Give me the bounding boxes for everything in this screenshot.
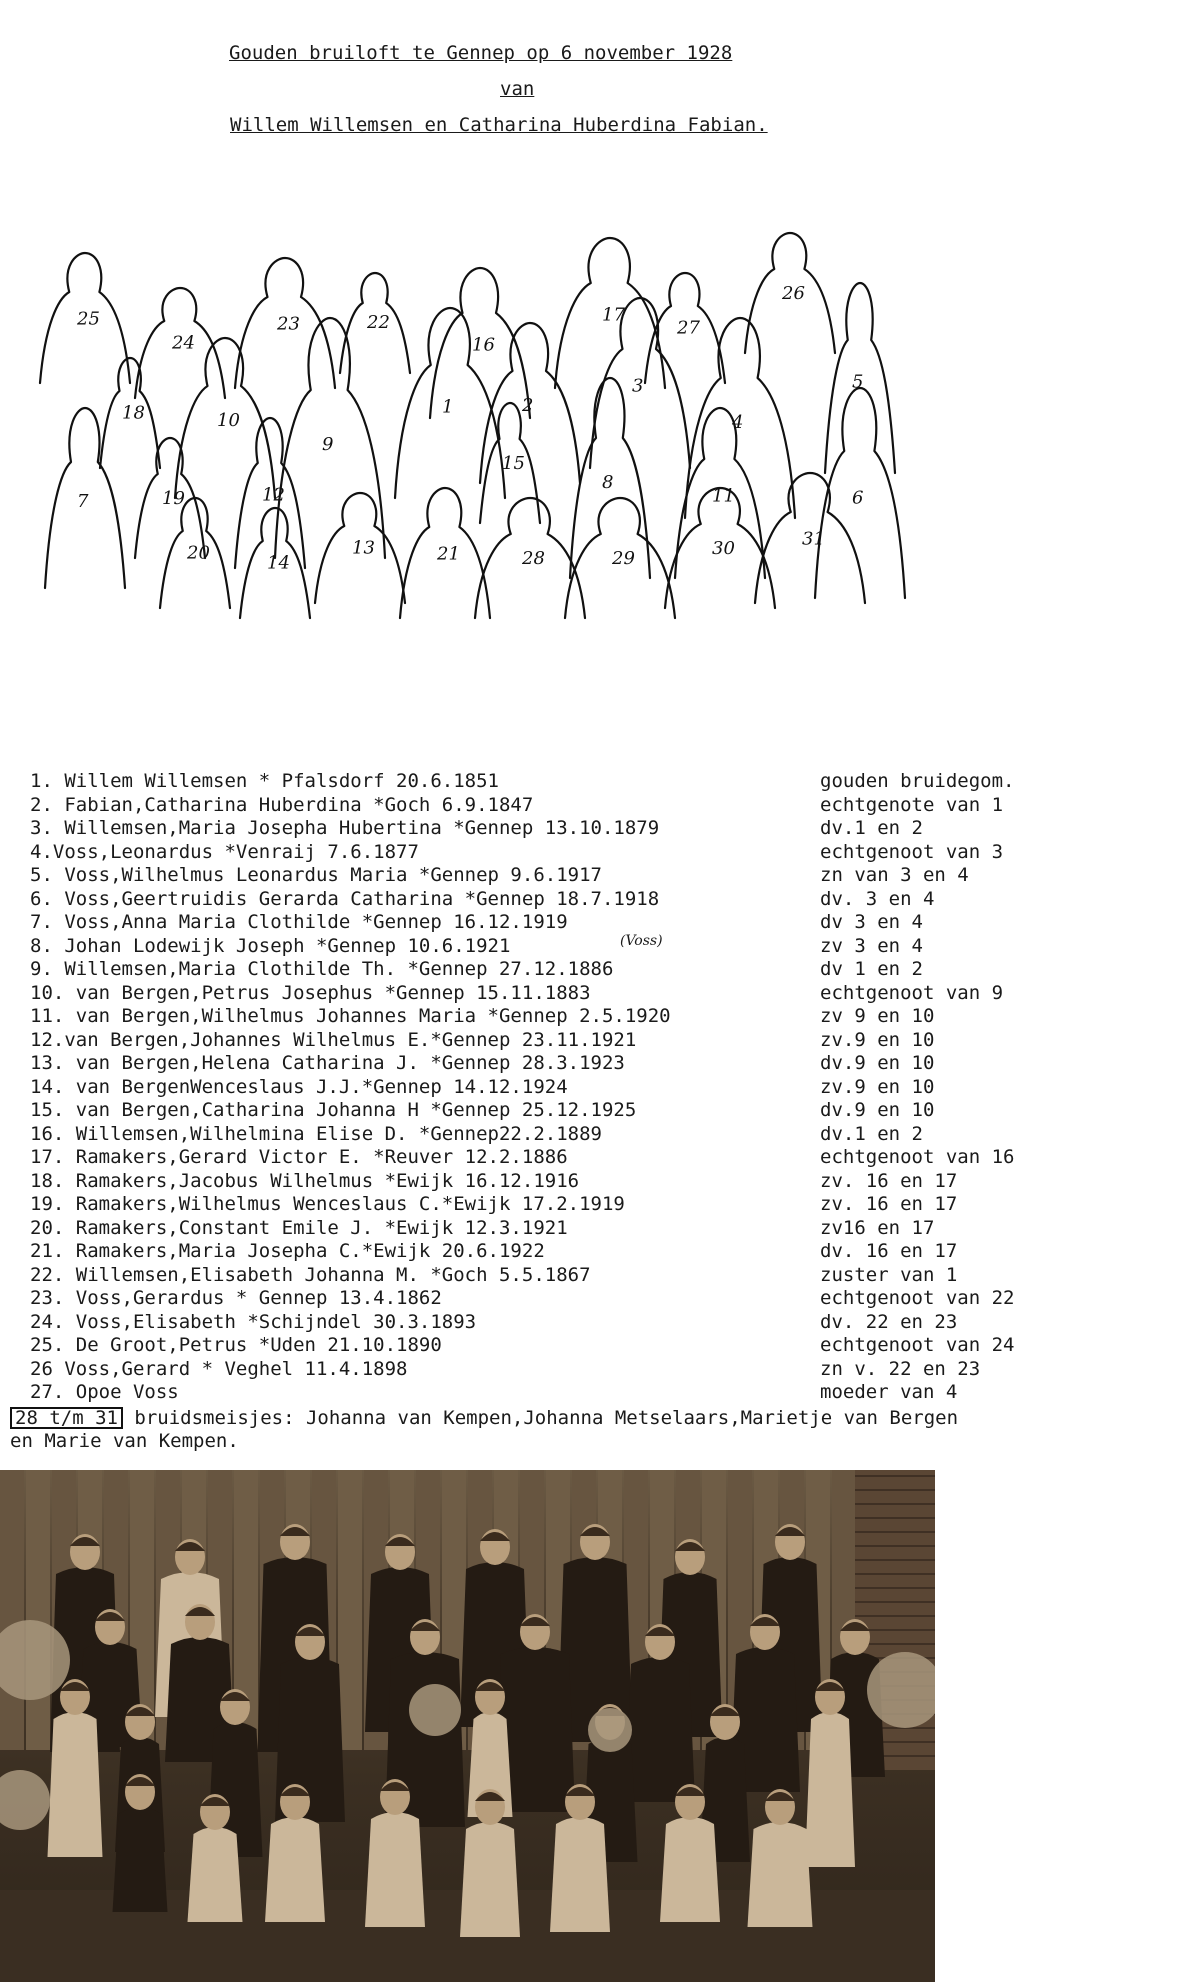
- legend-person: 6. Voss,Geertruidis Gerarda Catharina *Gennep 18.7.1918: [30, 887, 660, 910]
- sketch-figure-number: 12: [262, 484, 285, 506]
- bridesmaids-line-2: en Marie van Kempen.: [10, 1430, 239, 1452]
- legend-row: [30, 1358, 1170, 1382]
- legend-person: 25. De Groot,Petrus *Uden 21.10.1890: [30, 1334, 442, 1356]
- legend-row: [30, 817, 1170, 841]
- legend-relation: zn v. 22 en 23: [820, 1357, 981, 1380]
- wall-plank: [0, 1470, 24, 1750]
- legend-row: [30, 794, 1170, 818]
- legend-relation: echtgenoot van 24: [820, 1334, 1015, 1356]
- legend-relation: zv16 en 17: [820, 1216, 935, 1239]
- legend-person: 22. Willemsen,Elisabeth Johanna M. *Goch 5.5.1867: [30, 1263, 591, 1286]
- legend-person: 24. Voss,Elisabeth *Schijndel 30.3.1893: [30, 1310, 477, 1333]
- legend-row: [30, 1170, 1170, 1194]
- legend-row: [30, 1052, 1170, 1076]
- legend-relation: gouden bruidegom.: [820, 770, 1015, 792]
- person-body: [188, 1827, 243, 1922]
- person-body: [550, 1817, 610, 1932]
- title-line-3: Willem Willemsen en Catharina Huberdina Fabian.: [230, 114, 768, 136]
- sketch-figure-number: 6: [852, 487, 864, 509]
- legend-row: [30, 932, 1170, 959]
- legend-relation: zn van 3 en 4: [820, 864, 969, 886]
- legend-row: [30, 1099, 1170, 1123]
- legend-relation: dv.9 en 10: [820, 1052, 935, 1074]
- person-body: [265, 1817, 325, 1922]
- sketch-figure-number: 5: [852, 371, 864, 393]
- legend-relation: echtgenoot van 22: [820, 1287, 1015, 1309]
- sketch-figure-number: 23: [277, 313, 300, 335]
- legend-row: [30, 1334, 1170, 1358]
- person-body: [660, 1817, 720, 1922]
- legend-relation: echtgenoot van 16: [820, 1146, 1015, 1168]
- legend-relation: moeder van 4: [820, 1381, 958, 1403]
- legend-person: 4.Voss,Leonardus *Venraij 7.6.1877: [30, 840, 419, 863]
- flower-bouquet: [409, 1684, 461, 1736]
- legend-row: [30, 1146, 1170, 1170]
- legend-person: 27. Opoe Voss: [30, 1381, 179, 1403]
- legend-row: [30, 1311, 1170, 1335]
- legend-person: 7. Voss,Anna Maria Clothilde *Gennep 16.12.1919: [30, 911, 568, 933]
- sketch-figure-number: 2: [522, 395, 534, 416]
- sketch-figure-number: 25: [77, 308, 100, 330]
- sketch-figure-number: 3: [632, 375, 644, 397]
- legend-relation: zv.9 en 10: [820, 1028, 935, 1051]
- sketch-figure-number: 9: [322, 434, 334, 455]
- legend-relation: dv. 3 en 4: [820, 887, 935, 910]
- legend-row: [30, 1240, 1170, 1264]
- legend-relation: dv.9 en 10: [820, 1099, 935, 1121]
- legend-person: 14. van BergenWenceslaus J.J.*Gennep 14.12.1924: [30, 1075, 568, 1098]
- legend-relation: zv.9 en 10: [820, 1075, 935, 1098]
- legend-person: 23. Voss,Gerardus * Gennep 13.4.1862: [30, 1287, 442, 1309]
- wall-plank: [26, 1470, 50, 1750]
- person-body: [48, 1712, 103, 1857]
- legend-row: [30, 1123, 1170, 1147]
- legend-row: [30, 1005, 1170, 1029]
- sketch-figure-number: 21: [437, 543, 460, 565]
- legend-relation: zv 9 en 10: [820, 1005, 935, 1027]
- legend-relation: echtgenote van 1: [820, 793, 1004, 816]
- legend-person: 21. Ramakers,Maria Josepha C.*Ewijk 20.6.1922: [30, 1240, 545, 1262]
- legend-person: 20. Ramakers,Constant Emile J. *Ewijk 12.3.1921: [30, 1216, 568, 1239]
- sketch-figure-number: 4: [732, 412, 744, 433]
- person-body: [748, 1822, 813, 1927]
- legend-row: [30, 888, 1170, 912]
- legend-person: 26 Voss,Gerard * Veghel 11.4.1898: [30, 1357, 408, 1380]
- legend-relation: zuster van 1: [820, 1263, 958, 1286]
- legend-person: 11. van Bergen,Wilhelmus Johannes Maria *Gennep 2.5.1920: [30, 1005, 671, 1027]
- legend-person: 18. Ramakers,Jacobus Wilhelmus *Ewijk 16.12.1916: [30, 1169, 580, 1192]
- legend-row: [30, 1193, 1170, 1217]
- legend-person: 16. Willemsen,Wilhelmina Elise D. *Gennep22.2.1889: [30, 1122, 602, 1145]
- legend-relation: dv 3 en 4: [820, 911, 923, 933]
- group-sketch: [30, 228, 1040, 748]
- title-line-1: Gouden bruiloft te Gennep op 6 november 1928: [229, 42, 733, 64]
- legend-person: 2. Fabian,Catharina Huberdina *Goch 6.9.1847: [30, 793, 534, 816]
- sketch-figure-number: 7: [77, 491, 89, 512]
- legend-person: 12.van Bergen,Johannes Wilhelmus E.*Gennep 23.11.1921: [30, 1028, 637, 1051]
- legend-relation: dv 1 en 2: [820, 958, 923, 980]
- sketch-figure-number: 22: [367, 312, 390, 333]
- sketch-figure-number: 13: [352, 537, 375, 559]
- legend-person: 15. van Bergen,Catharina Johanna H *Gennep 25.12.1925: [30, 1099, 637, 1121]
- sketch-figure-number: 14: [267, 552, 290, 574]
- legend-row: [30, 1264, 1170, 1288]
- title-line-2: van: [500, 78, 535, 100]
- sketch-figure-number: 24: [172, 332, 195, 354]
- sketch-figure-number: 30: [712, 538, 735, 559]
- wall-plank: [338, 1470, 362, 1750]
- legend-relation: dv.1 en 2: [820, 1122, 923, 1145]
- sketch-figure-number: 27: [677, 317, 700, 339]
- legend-relation: zv 3 en 4: [820, 934, 923, 957]
- legend-row: [30, 1217, 1170, 1241]
- legend-person: 5. Voss,Wilhelmus Leonardus Maria *Gennep 9.6.1917: [30, 864, 602, 886]
- sketch-figure-number: 16: [472, 334, 495, 356]
- legend-relation: dv.1 en 2: [820, 817, 923, 839]
- photograph-figures: [0, 1470, 935, 1982]
- sketch-figure-number: 1: [442, 396, 454, 418]
- sketch-figure-number: 20: [187, 542, 210, 564]
- sketch-figure-number: 17: [602, 304, 625, 326]
- legend-row: [30, 1029, 1170, 1053]
- legend-person: 9. Willemsen,Maria Clothilde Th. *Gennep 27.12.1886: [30, 958, 614, 980]
- sketch-figure-number: 26: [782, 283, 805, 304]
- legend-relation: zv. 16 en 17: [820, 1169, 958, 1192]
- legend-relation: zv. 16 en 17: [820, 1193, 958, 1215]
- person-body: [365, 1812, 425, 1927]
- legend-row: [30, 982, 1170, 1006]
- sketch-figure-number: 18: [122, 402, 145, 424]
- legend-person: 8. Johan Lodewijk Joseph *Gennep 10.6.1921: [30, 934, 511, 957]
- legend-person: 17. Ramakers,Gerard Victor E. *Reuver 12.2.1886: [30, 1146, 568, 1168]
- person-body: [805, 1712, 855, 1867]
- legend-person: 19. Ramakers,Wilhelmus Wenceslaus C.*Ewijk 17.2.1919: [30, 1193, 625, 1215]
- legend-person: 10. van Bergen,Petrus Josephus *Gennep 15.11.1883: [30, 981, 591, 1004]
- sketch-figure-number: 11: [712, 485, 735, 507]
- sketch-figure-number: 15: [502, 453, 525, 474]
- legend-row: [30, 911, 1170, 935]
- person-hair: [765, 1792, 795, 1801]
- legend-row: [30, 1381, 1170, 1405]
- legend-row: [30, 1287, 1170, 1311]
- legend-row: [30, 770, 1170, 794]
- legend-handwritten-note: (Voss): [620, 932, 663, 949]
- flower-bouquet: [0, 1770, 50, 1830]
- legend-relation: echtgenoot van 9: [820, 981, 1004, 1004]
- legend-person: 3. Willemsen,Maria Josepha Hubertina *Gennep 13.10.1879: [30, 817, 660, 839]
- group-photograph: [0, 1470, 935, 1982]
- person-body: [460, 1822, 520, 1937]
- person-body: [113, 1807, 168, 1912]
- legend-row: [30, 958, 1170, 982]
- legend-person: 1. Willem Willemsen * Pfalsdorf 20.6.1851: [30, 770, 499, 792]
- sketch-figure-number: 28: [522, 548, 545, 569]
- legend-relation: echtgenoot van 3: [820, 840, 1004, 863]
- legend-row: [30, 1076, 1170, 1100]
- legend-row: [30, 841, 1170, 865]
- legend-row: [30, 864, 1170, 888]
- legend-relation: dv. 16 en 17: [820, 1240, 958, 1262]
- flower-bouquet: [588, 1708, 632, 1752]
- sketch-figure-number: 31: [802, 528, 825, 550]
- sketch-figure-number: 29: [612, 548, 635, 569]
- bridesmaids-note: [10, 1407, 1190, 1453]
- sketch-figure-number: 19: [162, 488, 185, 509]
- sketch-figure-number: 10: [217, 410, 240, 431]
- bridesmaids-line-1: bruidsmeisjes: Johanna van Kempen,Johanna Metselaars,Marietje van Bergen: [134, 1407, 959, 1429]
- person-legend: [30, 770, 1170, 1405]
- legend-relation: dv. 22 en 23: [820, 1310, 958, 1333]
- person-body: [625, 1657, 695, 1802]
- legend-person: 13. van Bergen,Helena Catharina J. *Gennep 28.3.1923: [30, 1052, 625, 1074]
- bridesmaids-range: 28 t/m 31: [10, 1407, 123, 1429]
- sketch-figure-number: 8: [602, 472, 614, 493]
